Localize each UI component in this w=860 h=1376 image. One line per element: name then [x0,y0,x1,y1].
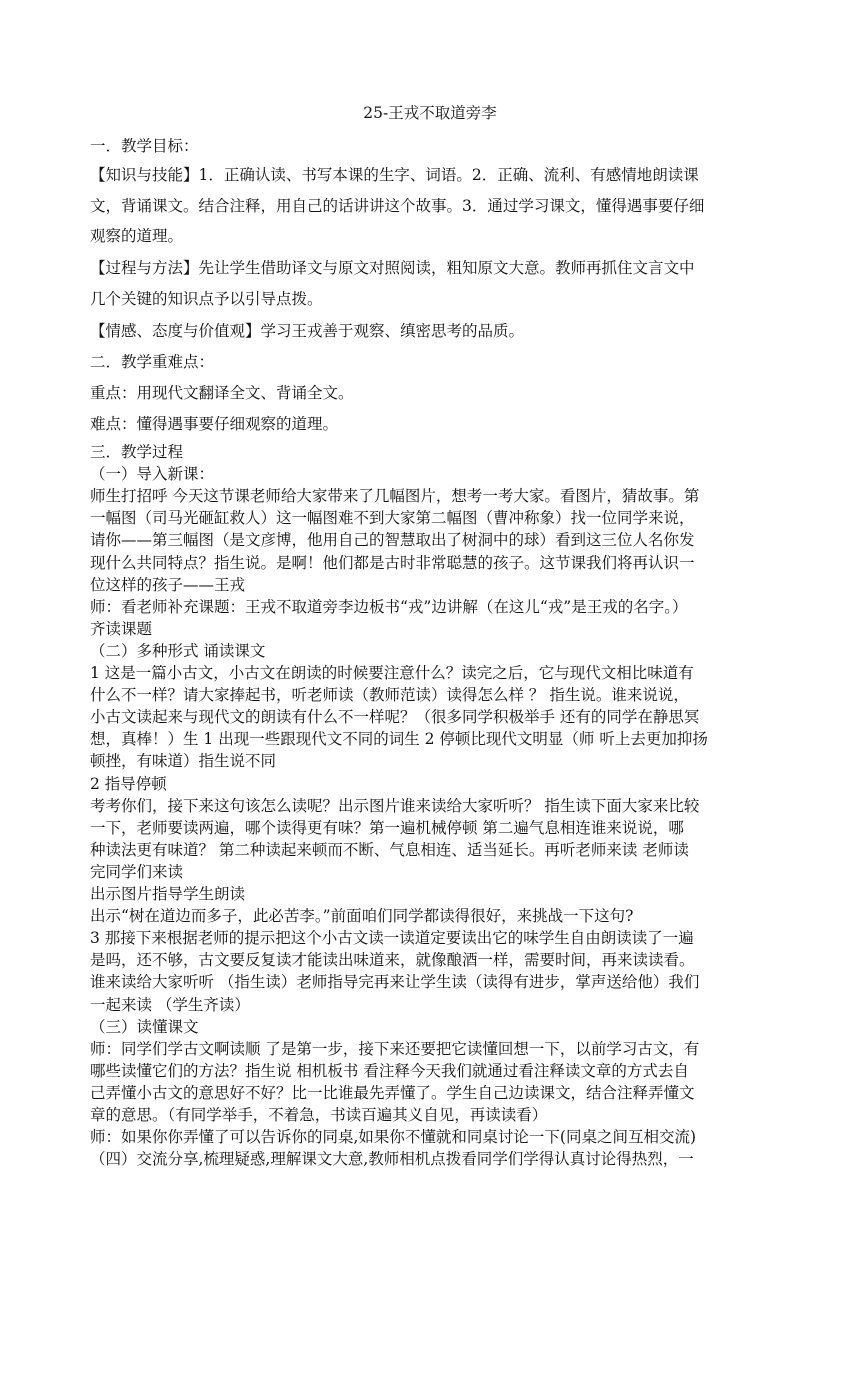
body-line: 章的意思。（有同学举手，不着急，书读百遍其义自见，再读读看） [90,1106,548,1124]
document-title: 25-王戎不取道旁李 [363,104,497,122]
body-line: 师生打招呼 今天这节课老师给大家带来了几幅图片，想考一考大家。看图片，猜故事。第 [90,487,700,506]
body-line: 文，背诵课文。结合注释，用自己的话讲讲这个故事。3．通过学习课文，懂得遇事要仔细 [90,197,705,215]
body-line: 是吗，还不够，古文要反复读才能读出味道来，就像酿酒一样，需要时间，再来读读看。 [90,951,695,970]
body-line: 出示“树在道边而多子，此必苦李。”前面咱们同学都读得很好，来挑战一下这句? [90,907,634,926]
body-line: 什么不一样？请大家捧起书，听老师读（教师范读）读得怎么样 ？ 指生说。谁来说说， [90,686,689,705]
body-line: 考考你们，接下来这句该怎么读呢？出示图片谁来读给大家听听？ 指生读下面大家来比较 [90,796,700,815]
body-line: 观察的道理。 [90,227,184,245]
body-line: 位这样的孩子——王戎 [90,575,246,594]
body-line: 己弄懂小古文的意思好不好？比一比谁最先弄懂了。学生自己边读课文，结合注释弄懂文 [90,1083,695,1102]
body-line: 种读法更有味道？ 第二种读起来顿而不断、气息相连、适当延长。再听老师来读 老师读 [90,840,689,859]
body-line: 完同学们来读 [90,862,184,881]
body-line: 齐读课题 [90,619,153,638]
body-line: 【过程与方法】先让学生借助译文与原文对照阅读，粗知原文大意。教师再抓住文言文中 [90,259,695,277]
body-line: 难点：懂得遇事要仔细观察的道理。 [90,415,339,433]
body-line: 【知识与技能】1．正确认读、书写本课的生字、词语。2．正确、流利、有感情地朗读课 [90,166,699,184]
body-line: 谁来读给大家听听 （指生读）老师指导完再来让学生读（读得有进步，掌声送给他）我们 [90,973,700,992]
body-line: 一起来读 （学生齐读） [90,995,250,1014]
body-line: 几个关键的知识点予以引导点拨。 [90,290,323,308]
body-line: （一）导入新课： [90,465,215,484]
body-line: 一．教学目标： [90,137,199,155]
body-line: 哪些读懂它们的方法？指生说 相机板书 看注释今天我们就通过看注释读文章的方式去自 [90,1061,689,1080]
body-line: （三）读懂课文 [90,1017,199,1036]
body-line: 【情感、态度与价值观】学习王戎善于观察、缜密思考的品质。 [90,322,525,340]
body-line: 3 那接下来根据老师的提示把这个小古文读一读道定要读出它的味学生自由朗读读了一遍 [90,929,694,948]
body-line: 师：如果你你弄懂了可以告诉你的同桌,如果你不懂就和同桌讨论一下(同桌之间互相交流) [90,1128,697,1147]
body-line: 2 指导停顿 [90,774,167,793]
body-line: 师：同学们学古文啊读顺 了是第一步，接下来还要把它读懂回想一下，以前学习古文，有 [90,1039,700,1058]
body-line: 一幅图（司马光砸缸救人）这一幅图难不到大家第二幅图（曹冲称象）找一位同学来说， [90,509,695,528]
body-line: （二）多种形式 诵读课文 [90,641,266,660]
body-line: 一下，老师要读两遍，哪个读得更有味？第一遍机械停顿 第二遍气息相连谁来说说，哪 [90,818,684,837]
body-line: 二．教学重难点： [90,353,215,371]
body-line: 出示图片指导学生朗读 [90,885,246,903]
body-line: 请你——第三幅图（是文彦博，他用自己的智慧取出了树洞中的球）看到这三位人名你发 [90,531,695,550]
body-line: 现什么共同特点？指生说。是啊！他们都是古时非常聪慧的孩子。这节课我们将再认识一 [90,553,695,572]
body-line: 师：看老师补充课题：王戎不取道旁李边板书“戎”边讲解（在这儿“戎”是王戎的名字。） [90,597,688,616]
body-line: 小古文读起来与现代文的朗读有什么不一样呢？（很多同学积极举手 还有的同学在静思冥 [90,708,700,727]
body-line: 顿挫，有味道）指生说不同 [90,752,277,771]
body-line: 重点：用现代文翻译全文、背诵全文。 [90,384,354,402]
body-line: 想，真棒！）生 1 出现一些跟现代文不同的词生 2 停顿比现代文明显（师 听上去更加抑扬 [90,730,708,749]
body-line: 1 这是一篇小古文，小古文在朗读的时候要注意什么？读完之后，它与现代文相比味道有 [90,664,694,682]
body-line: 三．教学过程 [90,443,184,461]
body-line: （四）交流分享,梳理疑惑,理解课文大意,教师相机点拨看同学们学得认真讨论得热烈，一 [90,1150,694,1169]
